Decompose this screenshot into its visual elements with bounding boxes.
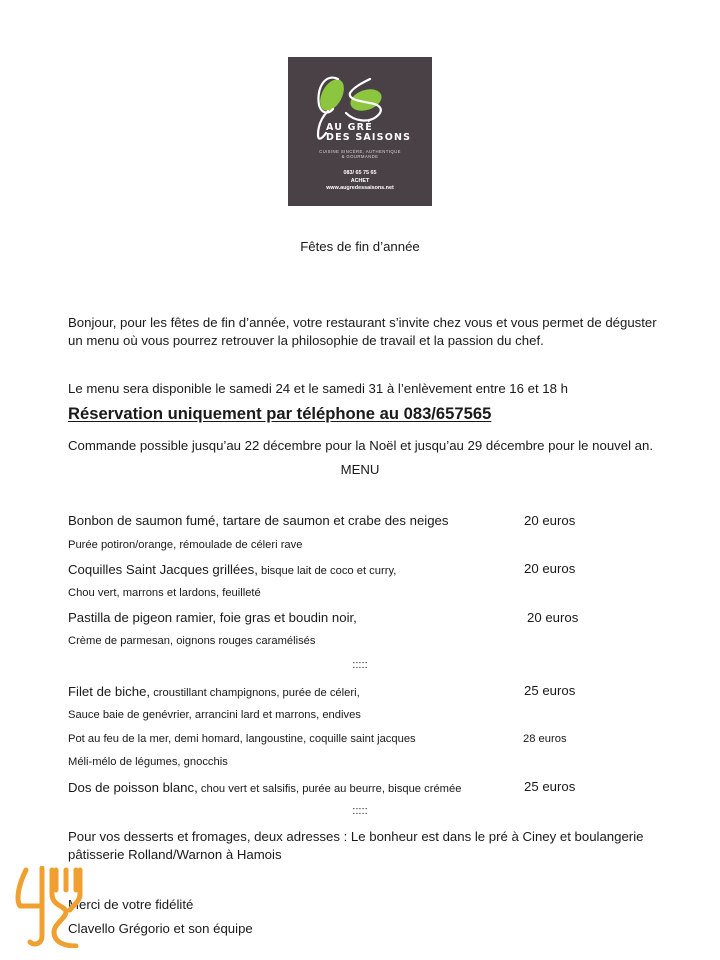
- menu-item-4-accompaniment: croustillant champignons, purée de céleri,: [150, 687, 360, 699]
- availability-text: Le menu sera disponible le samedi 24 et le samedi 31 à l’enlèvement entre 16 et 18 h: [68, 381, 568, 396]
- menu-item-6-accompaniment: chou vert et salsifis, purée au beurre, bisque crémée: [197, 783, 462, 795]
- menu-item-2-price: 20 euros: [524, 561, 576, 576]
- menu-item-6-main: [68, 779, 461, 797]
- separator-2: :::::: [352, 805, 368, 817]
- reservation-notice: Réservation uniquement par téléphone au 083/657565: [68, 404, 492, 423]
- order-deadline: Commande possible jusqu’au 22 décembre pour la Noël et jusqu’au 29 décembre pour le nouvel an.: [68, 438, 654, 453]
- menu-item-1-price: 20 euros: [524, 513, 576, 528]
- menu-item-6-name: Dos de poisson blanc,: [68, 780, 198, 795]
- intro-line-1: Bonjour, pour les fêtes de fin d’année, votre restaurant s’invite chez vous et vous permet de déguster: [68, 315, 657, 330]
- menu-item-3-name: Pastilla de pigeon ramier, foie gras et boudin noir,: [68, 610, 357, 625]
- menu-item-5-price: 28 euros: [523, 733, 567, 745]
- logo-phone: 083/ 65 75 65: [343, 170, 377, 176]
- separator-1: :::::: [352, 659, 368, 671]
- menu-item-6-price: 25 euros: [524, 779, 576, 794]
- menu-item-2-name: Coquilles Saint Jacques grillées,: [68, 562, 258, 577]
- tagline-line-2: & GOURMANDE: [341, 154, 379, 159]
- menu-item-1-detail: Purée potiron/orange, rémoulade de céleri rave: [68, 539, 303, 551]
- menu-item-3-price: 20 euros: [527, 610, 579, 625]
- menu-item-5-name: Pot au feu de la mer, demi homard, langoustine, coquille saint jacques: [68, 733, 416, 745]
- menu-item-3-detail: Crème de parmesan, oignons rouges caramélisés: [68, 635, 316, 647]
- menu-item-2-accompaniment: bisque lait de coco et curry,: [257, 565, 397, 577]
- document-title: Fêtes de fin d’année: [300, 239, 420, 254]
- menu-item-2-main: [68, 561, 396, 579]
- desserts-line-1: Pour vos desserts et fromages, deux adresses : Le bonheur est dans le pré à Ciney et boulangerie: [68, 829, 644, 844]
- menu-item-1-main: [68, 513, 448, 528]
- menu-item-4-detail: Sauce baie de genévrier, arrancini lard et marrons, endives: [68, 709, 361, 721]
- desserts-line-2: pâtisserie Rolland/Warnon à Hamois: [68, 847, 282, 862]
- menu-item-2-detail: Chou vert, marrons et lardons, feuilleté: [68, 587, 261, 599]
- menu-item-5-detail: Méli-mélo de légumes, gnocchis: [68, 756, 228, 768]
- menu-item-4-price: 25 euros: [524, 683, 576, 698]
- logo-website: www.augredessaisons.net: [326, 185, 394, 191]
- menu-item-3-main: [68, 610, 357, 625]
- brand-line-1: AU GRÉ: [326, 122, 373, 133]
- menu-item-4-main: [68, 683, 360, 701]
- tagline-line-1: CUISINE SINCÈRE, AUTHENTIQUE: [319, 149, 401, 154]
- restaurant-logo: [288, 57, 432, 206]
- menu-item-4-name: Filet de biche,: [68, 684, 151, 699]
- signature-text: Clavello Grégorio et son équipe: [68, 921, 253, 936]
- intro-line-2: un menu où vous pourrez retrouver la philosophie de travail et la passion du chef.: [68, 333, 544, 348]
- logo-location: ACHET: [350, 177, 370, 184]
- menu-heading: MENU: [340, 462, 380, 477]
- menu-item-5-main: [68, 733, 416, 745]
- brand-line-2: DES SAISONS: [326, 132, 412, 143]
- menu-item-1-name: Bonbon de saumon fumé, tartare de saumon et crabe des neiges: [68, 513, 449, 528]
- fork-icon: [14, 866, 94, 948]
- thanks-text: Merci de votre fidélité: [68, 897, 194, 912]
